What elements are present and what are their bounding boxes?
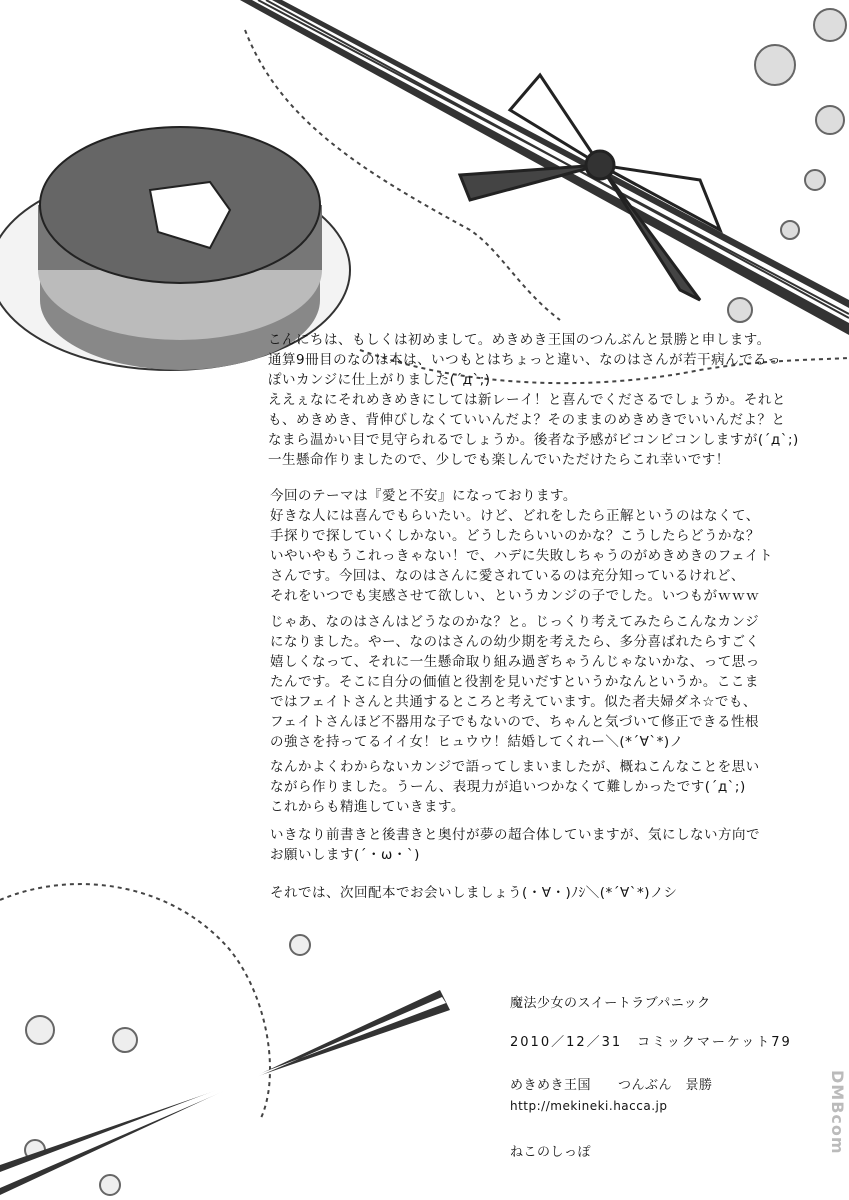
- theme-line: 好きな人には喜んでもらいたい。けど、どれをしたら正解というのはなくて、: [270, 508, 760, 524]
- closing-line: それでは、次回配本でお会いしましょう(・∀・)ﾉｼ＼(*´∀`*)ノシ: [270, 885, 678, 901]
- nanoha-paragraph: [270, 612, 790, 752]
- greet-line: お願いします(´・ω・`): [270, 847, 420, 863]
- theme-paragraph: [270, 486, 790, 606]
- theme-line: 手探りで探していくしかない。どうしたらいいのかな？こうしたらどうかな？: [270, 528, 760, 544]
- explain-line: これからも精進していきます。: [270, 799, 465, 815]
- nanoha-line: になりました。やー、なのはさんの幼少期を考えたら、多分喜ばれたらすごく: [270, 634, 760, 650]
- greet-line: いきなり前書きと後書きと奥付が夢の超合体していますが、気にしない方向で: [270, 827, 760, 843]
- nanoha-line: たんです。そこに自分の価値と役割を見いだすというかなんというか。ここま: [270, 674, 759, 690]
- intro-paragraph: [268, 330, 799, 470]
- publish-date-event: 2010／12／31 コミックマーケット79: [510, 1035, 792, 1050]
- theme-line: それをいつでも実感させて欲しい、というカンジの子でした。いつもがｗｗｗ: [270, 588, 760, 604]
- intro-line: ぽいカンジに仕上がりました(´д`;): [268, 372, 491, 388]
- theme-line: 今回のテーマは『愛と不安』になっております。: [270, 488, 577, 504]
- explain-line: なんかよくわからないカンジで語ってしまいましたが、概ねこんなことを思い: [270, 759, 760, 775]
- ribbon-bottom: [0, 990, 450, 1195]
- nanoha-line: じゃあ、なのはさんはどうなのかな？と。じっくり考えてみたらこんなカンジ: [270, 614, 760, 630]
- explain-line: ながら作りました。うーん、表現力が追いつかなくて難しかったです(´д`;): [270, 779, 746, 795]
- theme-line: いやいやもうこれっきゃない！で、ハデに失敗しちゃうのがめきめきのフェイト: [270, 548, 774, 564]
- nanoha-line: ではフェイトさんと共通するところと考えています。似た者夫婦ダネ☆でも、: [270, 694, 757, 710]
- theme-line: さんです。今回は、なのはさんに愛されているのは充分知っているけれど、: [270, 568, 745, 584]
- greet-paragraph: [270, 825, 790, 865]
- book-title: 魔法少女のスイートラブパニック: [510, 996, 711, 1011]
- nanoha-line: の強さを持ってるイイ女！ヒュウウ！結婚してくれー＼(*´∀`*)ノ: [270, 734, 684, 750]
- lace-circle-bottom: [0, 884, 270, 1120]
- nanoha-line: 嬉しくなって、それに一生懸命取り組み過ぎちゃうんじゃないかな、って思っ: [270, 654, 760, 670]
- intro-line: こんにちは、もしくは初めまして。めきめき王国のつんぶんと景勝と申します。: [268, 332, 771, 348]
- watermark-logo: DMBcom: [828, 1070, 847, 1155]
- explain-paragraph: [270, 757, 790, 817]
- intro-line: なまら温かい目で見守られるでしょうか。後者な予感がビコンビコンしますが(´д`;): [268, 432, 799, 448]
- circle-authors: めきめき王国 つんぶん 景勝: [510, 1078, 713, 1093]
- nanoha-line: フェイトさんほど不器用な子でもないので、ちゃんと気づいて修正できる性根: [270, 714, 760, 730]
- intro-line: も、めきめき、背伸びしなくていいんだよ？そのままのめきめきでいいんだよ？と: [268, 412, 786, 428]
- colophon: [510, 992, 810, 1160]
- intro-line: 通算9冊目のなのは本は、いつもとはちょっと違い、なのはさんが若干病んでるっ: [268, 352, 782, 368]
- printer-name: ねこのしっぽ: [510, 1145, 592, 1160]
- intro-line: ええぇなにそれめきめきにしては新レーイ！と喜んでくださるでしょうか。それと: [268, 392, 786, 408]
- intro-line: 一生懸命作りましたので、少しでも楽しんでいただけたらこれ幸いです！: [268, 452, 730, 468]
- closing-paragraph: [270, 883, 790, 903]
- website-url: http://mekineki.hacca.jp: [510, 1099, 668, 1113]
